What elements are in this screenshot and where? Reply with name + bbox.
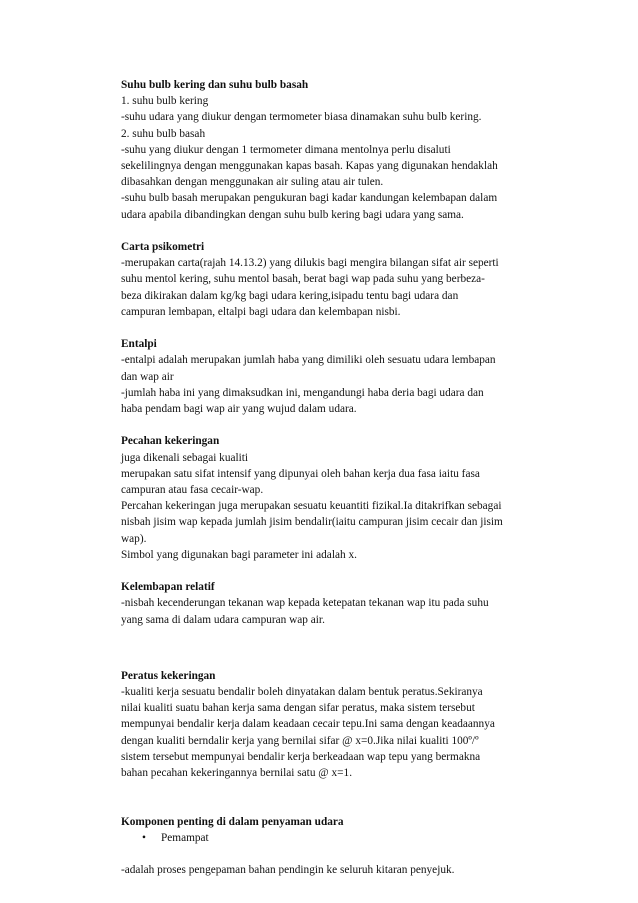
paragraph-line: juga dikenali sebagai kualiti xyxy=(121,451,249,464)
paragraph-line: merupakan satu sifat intensif yang dipunyai oleh bahan kerja dua fasa iaitu fasa xyxy=(121,467,480,480)
section-heading: Suhu bulb kering dan suhu bulb basah xyxy=(121,79,309,91)
paragraph-line: dan wap air xyxy=(121,370,174,383)
paragraph-line: nilai kualiti suatu bahan kerja sama dengan sifar peratus, maka sistem tersebut xyxy=(121,702,475,715)
paragraph-line: -nisbah kecenderungan tekanan wap kepada ketepatan tekanan wap itu pada suhu xyxy=(121,597,489,610)
bullet-item-label: Pemampat xyxy=(161,831,209,844)
section-kelembapan-relatif xyxy=(121,579,571,628)
section-heading: Pecahan kekeringan xyxy=(121,435,220,448)
paragraph-line: -entalpi adalah merupakan jumlah haba yang dimiliki oleh sesuatu udara lembapan xyxy=(121,354,496,367)
section-heading: Carta psikometri xyxy=(121,241,205,254)
paragraph-line: wap). xyxy=(121,532,147,545)
bullet-icon: • xyxy=(142,831,146,844)
section-peratus-kekeringan xyxy=(121,668,571,781)
paragraph-line: yang sama di dalam udara campuran wap air. xyxy=(121,613,325,626)
bullet-list-item xyxy=(121,830,571,846)
paragraph-line: -merupakan carta(rajah 14.13.2) yang dilukis bagi mengira bilangan sifat air seperti xyxy=(121,257,499,270)
paragraph-line: sekelilingnya dengan menggunakan kapas basah. Kapas yang digunakan hendaklah xyxy=(121,160,498,173)
paragraph-line: bahan pecahan kekeringannya bernilai satu @ x=1. xyxy=(121,767,353,780)
section-heading: Peratus kekeringan xyxy=(121,669,216,682)
paragraph-line: 1. suhu bulb kering xyxy=(121,95,209,108)
paragraph-line: -suhu bulb basah merupakan pengukuran bagi kadar kandungan kelembapan dalam xyxy=(121,192,498,205)
paragraph-line: Simbol yang digunakan bagi parameter ini adalah x. xyxy=(121,548,357,561)
paragraph-line: haba pendam bagi wap air yang wujud dalam udara. xyxy=(121,403,357,416)
paragraph-line: dibasahkan dengan menggunakan air suling atau air tulen. xyxy=(121,176,384,189)
paragraph-line: sistem tersebut mempunyai bendalir kerja berkeadaan wap tepu yang bermakna xyxy=(121,750,481,763)
paragraph-line: -suhu yang diukur dengan 1 termometer dimana mentolnya perlu disaluti xyxy=(121,143,451,156)
section-suhu-bulb xyxy=(121,77,571,223)
paragraph-line: campuran lembapan, eltalpi bagi udara dan kelembapan nisbi. xyxy=(121,305,401,318)
section-entalpi xyxy=(121,336,571,417)
paragraph-line: dengan kualiti berndalir kerja yang bernilai sifar @ x=0.Jika nilai kualiti 100º/º xyxy=(121,734,479,747)
section-heading: Kelembapan relatif xyxy=(121,581,215,594)
paragraph-line: udara apabila dibandingkan dengan suhu bulb kering bagi udara yang sama. xyxy=(121,208,464,221)
paragraph-line: 2. suhu bulb basah xyxy=(121,127,206,140)
paragraph-line: -suhu udara yang diukur dengan termometer biasa dinamakan suhu bulb kering. xyxy=(121,111,482,124)
section-pecahan-kekeringan xyxy=(121,433,571,563)
section-komponen-penting xyxy=(121,814,571,879)
paragraph-line: nisbah jisim wap kepada jumlah jisim bendalir(iaitu campuran jisim cecair dan jisim xyxy=(121,516,503,529)
section-carta-psikometri xyxy=(121,239,571,320)
paragraph-line: -adalah proses pengepaman bahan pendingin ke seluruh kitaran penyejuk. xyxy=(121,864,455,877)
section-heading: Entalpi xyxy=(121,338,157,351)
paragraph-line: suhu mentol kering, suhu mentol basah, berat bagi wap pada suhu yang berbeza- xyxy=(121,273,485,286)
paragraph-line: beza dikirakan dalam kg/kg bagi udara kering,isipadu tentu bagi udara dan xyxy=(121,289,459,302)
document-page xyxy=(121,77,571,878)
paragraph-line: mempunyai bendalir kerja dalam keadaan cecair tepu.Ini sama dengan keadaannya xyxy=(121,718,495,731)
paragraph-line: campuran atau fasa cecair-wap. xyxy=(121,484,264,497)
paragraph-line: -jumlah haba ini yang dimaksudkan ini, mengandungi haba deria bagi udara dan xyxy=(121,386,484,399)
section-heading: Komponen penting di dalam penyaman udara xyxy=(121,815,344,828)
paragraph-line: Percahan kekeringan juga merupakan sesuatu keuantiti fizikal.Ia ditakrifkan sebagai xyxy=(121,500,502,513)
paragraph-line: -kualiti kerja sesuatu bendalir boleh dinyatakan dalam bentuk peratus.Sekiranya xyxy=(121,686,483,699)
